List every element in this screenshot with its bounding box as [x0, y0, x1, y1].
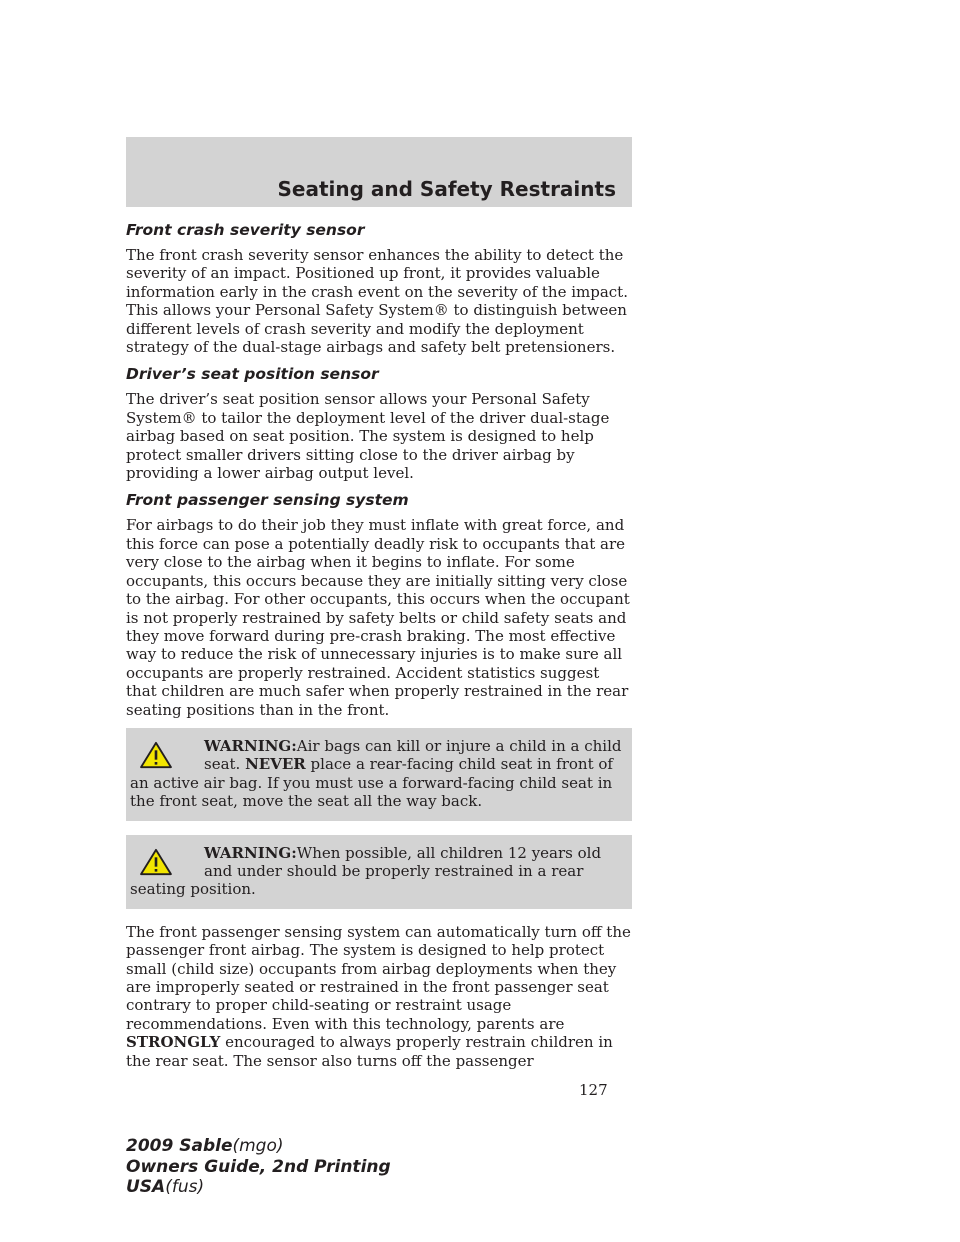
warning-triangle-icon: [138, 741, 174, 769]
paragraph-passenger-sensing-closing: [126, 923, 632, 1070]
paragraph-front-crash-severity-sensor: The front crash severity sensor enhances the ability to detect the severity of an impact. Positioned up front, it provides valuable information early in the crash event on the severity of the impact. This allows your Personal Safety System® to distinguish between different levels of crash severity and modify the deployment strategy of the dual-stage airbags and safety belt pretensioners.: [126, 246, 628, 357]
page-content: [126, 221, 632, 1079]
closing-emphasis: STRONGLY: [126, 1033, 221, 1052]
paragraph-front-passenger-sensing-system: For airbags to do their job they must inflate with great force, and this force can pose a potentially deadly risk to occupants that are very close to the airbag when it begins to inflate. For some occupants, this occurs because they are initially sitting very close to the airbag. For other occupants, this occurs when the occupant is not properly restrained by safety belts or child safety seats and they move forward during pre-crash braking. The most effective way to reduce the risk of unnecessary injuries is to make sure all occupants are properly restrained. Accident statistics suggest that children are much safer when properly restrained in the rear seating positions than in the front.: [126, 516, 630, 719]
closing-text-continued: encouraged to always properly restrain children in the rear seat. The sensor also turns off the passenger: [126, 1033, 613, 1070]
section-header-band: [126, 137, 632, 207]
print-footer: [126, 1136, 391, 1198]
paragraph-drivers-seat-position-sensor: The driver’s seat position sensor allows your Personal Safety System® to tailor the deployment level of the driver dual-stage airbag based on seat position. The system is designed to help protect smaller drivers sitting close to the driver airbag by providing a lower airbag output level.: [126, 390, 610, 483]
warning-box-child-seat: [126, 728, 632, 821]
heading-drivers-seat-position-sensor: Driver’s seat position sensor: [126, 365, 379, 384]
heading-front-passenger-sensing-system: Front passenger sensing system: [126, 491, 409, 510]
warning-box-children-rear-seat: [126, 835, 632, 909]
warning-label: WARNING:: [204, 843, 297, 862]
footer-market: USA: [126, 1177, 166, 1197]
warning-text: Air bags can kill or injure a child in a child seat.: [204, 736, 622, 774]
footer-model-code: (mgo): [232, 1136, 284, 1156]
footer-guide: Owners Guide, 2nd Printing: [126, 1156, 391, 1177]
closing-text: The front passenger sensing system can automatically turn off the passenger front airbag. The system is designed to help protect small (child size) occupants from airbag deployments when they are improperly seated or restrained in the front passenger seat contrary to proper child-seating or restraint usage recommendations. Even with this technology, parents are: [126, 922, 631, 1033]
heading-front-crash-severity-sensor: Front crash severity sensor: [126, 221, 365, 239]
page-number: 127: [579, 1081, 608, 1099]
footer-market-code: (fus): [165, 1177, 205, 1197]
warning-text-continued: place a rear-facing child seat in front of an active air bag. If you must use a forward-facing child seat in the front seat, move the seat all the way back.: [130, 755, 613, 811]
warning-emphasis: NEVER: [245, 755, 306, 774]
section-title: Seating and Safety Restraints: [277, 177, 616, 201]
warning-label: WARNING:: [204, 736, 297, 755]
warning-triangle-icon: [138, 848, 174, 876]
warning-text: When possible, all children 12 years old and under should be properly restrained in a rear seating position.: [130, 843, 602, 899]
footer-model: 2009 Sable: [126, 1136, 233, 1156]
